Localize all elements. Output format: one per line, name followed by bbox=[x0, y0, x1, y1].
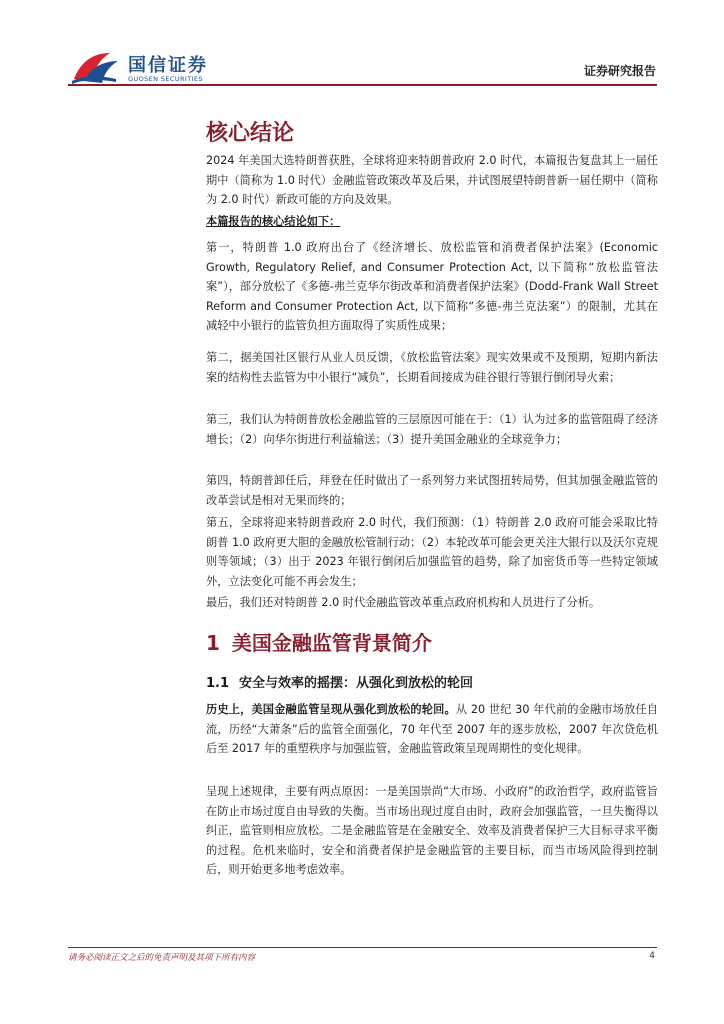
conclusion-point-4: 第四，特朗普卸任后，拜登在任时做出了一系列努力来试图扭转局势，但其加强金融监管的改革尝试是相对无果而终的； bbox=[206, 474, 658, 507]
footer-disclaimer: 请务必阅读正文之后的免责声明及其项下所有内容 bbox=[68, 953, 256, 963]
guosen-logo-icon bbox=[70, 49, 122, 85]
section-1-1-paragraph-2: 呈现上述规律，主要有两点原因：一是美国崇尚“大市场、小政府”的政治哲学，政府监管旨在防止市场过度自由导致的失衡。当市场出现过度自由时，政府会加强监管，一旦失衡得以纠正，监管则相应放松。二是金融监管是在金融安全、效率及消费者保护三大目标寻求平衡的过程。危机来临时，安全和消费者保护是金融监管的主要目标，而当市场风险得到控制后，则开始更多地考虑效率。 bbox=[206, 785, 658, 876]
core-subhead-text: 本篇报告的核心结论如下： bbox=[206, 215, 341, 228]
conclusion-point-1: 第一，特朗普 1.0 政府出台了《经济增长、放松监管和消费者保护法案》(Economic Growth, Regulatory Relief, and Consumer Protection Act, 以下简称“放松监管法案”），部分放松了《多德-弗兰克华尔街改革和消费者保护法案》(Dodd-Frank Wall Street Reform and Consumer Protection Act, 以下简称“多德-弗兰克法案”）的限制，尤其在减轻中小银行的监管负担方面取得了实质性成果； bbox=[206, 241, 658, 332]
paragraph-lead: 历史上，美国金融监管呈现从强化到放松的轮回。 bbox=[206, 703, 456, 716]
page-header bbox=[0, 0, 724, 90]
section-1-1-number: 1.1 bbox=[206, 676, 230, 691]
header-divider bbox=[68, 84, 657, 86]
logo-chinese-name: 国信证券 bbox=[128, 55, 208, 76]
conclusion-point-5: 第五，全球将迎来特朗普政府 2.0 时代，我们预测：（1）特朗普 2.0 政府可能会采取比特朗普 1.0 政府更大胆的金融放松管制行动；（2）本轮改革可能会更关注大银行以及沃尔克规则等领域；（3）出于 2023 年银行倒闭后加强监管的趋势，除了加密货币等一些特定领域外，立法变化可能不再会发生； bbox=[206, 516, 658, 588]
intro-paragraph: 2024 年美国大选特朗普获胜，全球将迎来特朗普政府 2.0 时代，本篇报告复盘其上一届任期中（简称为 1.0 时代）金融监管政策改革及后果，并试图展望特朗普新一届任期中（简称为 2.0 时代）新政可能的方向及效果。 bbox=[206, 154, 658, 206]
paragraph-body: 从 20 世纪 30 年代前的金融市场放任自流，历经“大萧条”后的监管全面强化，70 年代至 2007 年的逐步放松，2007 年次贷危机后至 2017 年的重塑秩序与加强监管，金融监管政策呈现周期性的变化规律。 bbox=[206, 703, 658, 755]
guosen-logo bbox=[70, 49, 210, 89]
core-subhead bbox=[206, 212, 658, 232]
logo-english-name: GUOSEN SECURITIES bbox=[128, 75, 203, 83]
footer-divider bbox=[68, 947, 657, 948]
report-type-label: 证券研究报告 bbox=[583, 64, 656, 78]
section-1-1-paragraph-1 bbox=[206, 700, 658, 759]
conclusion-point-2: 第二，据美国社区银行从业人员反馈，《放松监管法案》现实效果或不及预期，短期内新法案的结构性去监管为中小银行“减负”，长期看间接成为硅谷银行等银行倒闭导火索； bbox=[206, 351, 658, 384]
section-1-1-title: 安全与效率的摇摆：从强化到放松的轮回 bbox=[239, 676, 474, 691]
core-conclusion-title: 核心结论 bbox=[206, 121, 295, 146]
conclusion-point-3: 第三，我们认为特朗普放松金融监管的三层原因可能在于：（1）认为过多的监管阻碍了经济增长；（2）向华尔街进行利益输送；（3）提升美国金融业的全球竞争力； bbox=[206, 413, 658, 446]
section-1-heading bbox=[206, 627, 432, 656]
section-1-number: 1 bbox=[206, 631, 220, 655]
section-1-1-heading bbox=[206, 672, 473, 691]
page-number: 4 bbox=[649, 951, 655, 961]
conclusion-point-6: 最后，我们还对特朗普 2.0 时代金融监管改革重点政府机构和人员进行了分析。 bbox=[206, 596, 601, 609]
section-1-title: 美国金融监管背景简介 bbox=[231, 631, 432, 655]
